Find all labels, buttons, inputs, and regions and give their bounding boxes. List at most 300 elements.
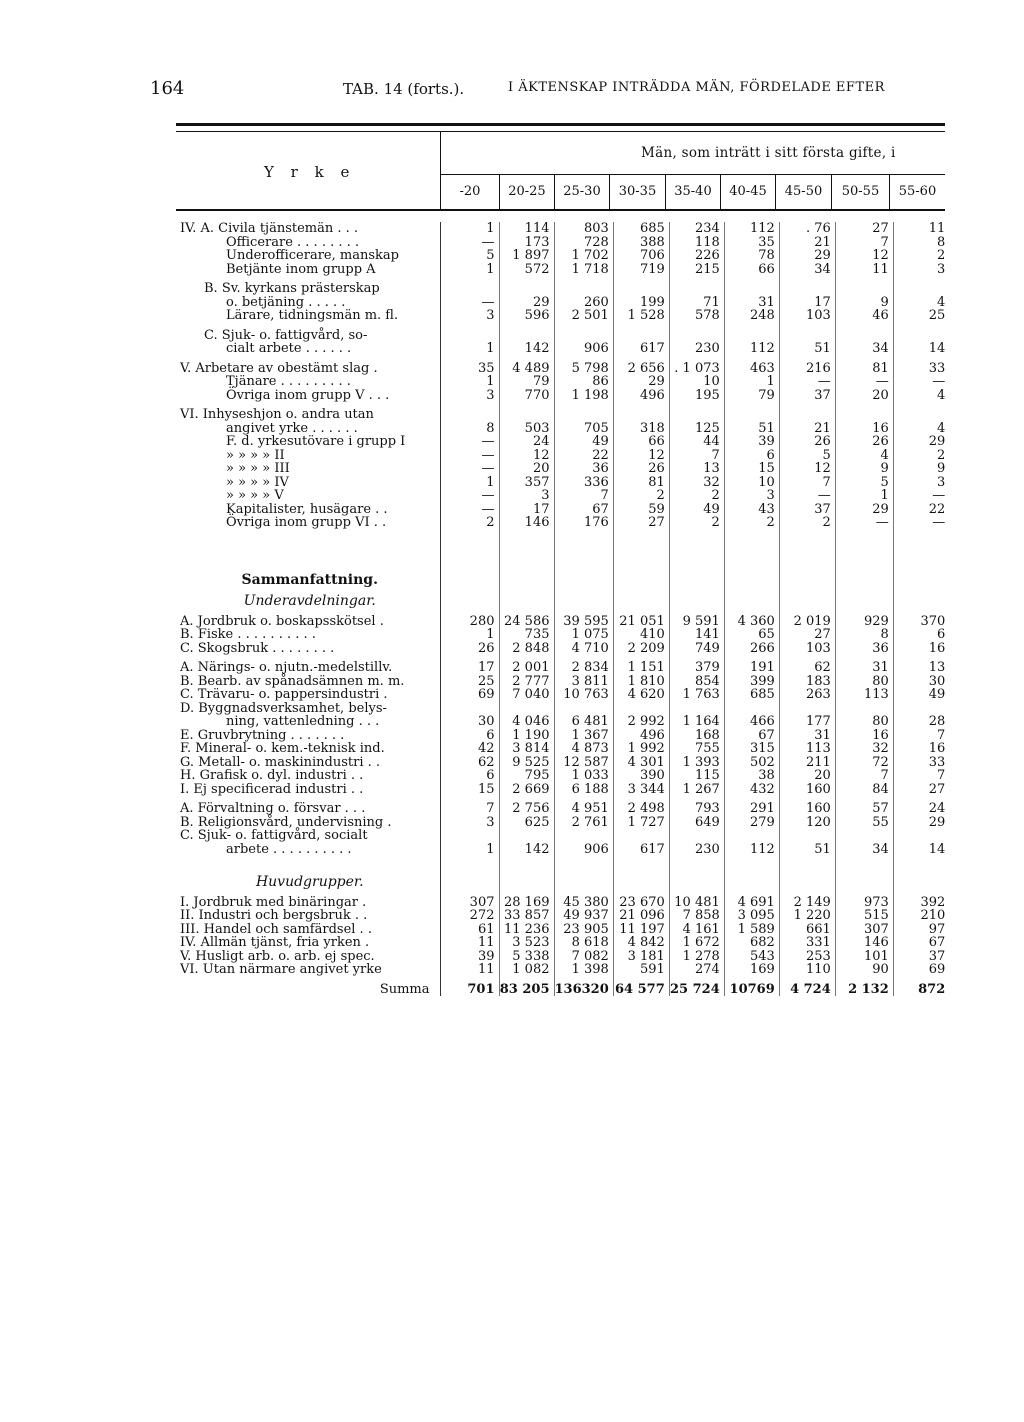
value-cell: — (440, 296, 499, 310)
value-cell: 2 669 (499, 783, 554, 797)
value-cell: 146 (499, 516, 554, 530)
value-cell: 21 (779, 236, 835, 250)
value-cell: 3 (440, 816, 499, 830)
value-cell: 51 (724, 422, 779, 436)
value-cell: 617 (613, 843, 669, 857)
page-number: 164 (150, 78, 185, 99)
value-cell: 2 (440, 516, 499, 530)
value-cell: 24 (928, 801, 946, 816)
age-group-headers (440, 175, 945, 209)
value-cell: 2 (937, 447, 946, 463)
row-label: B. Fiske . . . . . . . . . . (176, 628, 440, 642)
value-cell: 496 (613, 729, 669, 743)
value-cell (779, 329, 835, 343)
value-cell: 17 (499, 503, 554, 517)
value-cell (724, 408, 779, 422)
value-cell: 6 (440, 729, 499, 743)
empty-cell (613, 560, 669, 588)
value-cell: 390 (613, 769, 669, 783)
table-row (176, 843, 949, 857)
value-cell: 4 724 (779, 983, 835, 997)
value-cell: 4 046 (499, 715, 554, 729)
value-cell (893, 702, 949, 716)
value-cell: 44 (669, 435, 724, 449)
value-cell (440, 702, 499, 716)
value-cell: 64 577 (613, 983, 669, 997)
value-cell (835, 329, 893, 343)
row-label: ning, vattenledning . . . (176, 715, 440, 729)
value-cell: 701 (440, 983, 499, 997)
value-cell: 210 (920, 908, 946, 923)
value-cell: 1 (724, 375, 779, 389)
value-cell: 307 (440, 896, 499, 910)
value-cell: 318 (613, 422, 669, 436)
row-label: B. Religionsvård, undervisning . (176, 816, 440, 830)
value-cell: 705 (554, 422, 613, 436)
value-cell: 315 (724, 742, 779, 756)
value-cell: 3 (440, 389, 499, 403)
empty-cell (893, 587, 949, 609)
value-cell: 4 710 (554, 642, 613, 656)
value-cell: 26 (779, 435, 835, 449)
value-cell: 80 (835, 675, 893, 689)
value-cell: 2 (937, 248, 946, 263)
row-label: VI. Utan närmare angivet yrke (176, 963, 440, 977)
value-cell: 8 618 (554, 936, 613, 950)
value-cell: 25 (440, 675, 499, 689)
value-cell (893, 282, 949, 296)
value-cell (669, 408, 724, 422)
top-rule-thick (176, 123, 945, 126)
value-cell (835, 282, 893, 296)
value-cell (779, 702, 835, 716)
value-cell: 432 (724, 783, 779, 797)
value-cell: 115 (669, 769, 724, 783)
value-cell: 35 (440, 362, 499, 376)
value-cell: 706 (613, 249, 669, 263)
value-cell (893, 829, 949, 843)
value-cell (893, 408, 949, 422)
value-cell: 65 (724, 628, 779, 642)
value-cell (499, 408, 554, 422)
table-row (176, 688, 949, 702)
value-cell: 4 842 (613, 936, 669, 950)
value-cell: 21 096 (613, 909, 669, 923)
value-cell: 5 338 (499, 950, 554, 964)
value-cell: 66 (613, 435, 669, 449)
value-cell: 11 (928, 221, 946, 236)
value-cell: 62 (440, 756, 499, 770)
value-cell: 728 (554, 236, 613, 250)
row-label: B. Sv. kyrkans prästerskap (176, 282, 440, 296)
table-row (176, 742, 949, 756)
value-cell: 502 (724, 756, 779, 770)
table-row (176, 675, 949, 689)
value-cell: 29 (928, 434, 946, 449)
value-cell: 4 360 (724, 615, 779, 629)
value-cell: 4 (835, 449, 893, 463)
value-cell (724, 282, 779, 296)
value-cell: — (440, 503, 499, 517)
value-cell: 177 (779, 715, 835, 729)
value-cell: 12 587 (554, 756, 613, 770)
value-cell: 755 (669, 742, 724, 756)
value-cell: 291 (724, 802, 779, 816)
value-cell: 28 (928, 714, 946, 729)
value-cell: 4 301 (613, 756, 669, 770)
value-cell: 36 (554, 462, 613, 476)
value-cell: 26 (613, 462, 669, 476)
value-cell: 496 (613, 389, 669, 403)
row-label: I. Ej specificerad industri . . (176, 783, 440, 797)
value-cell: 3 811 (554, 675, 613, 689)
value-cell: 1 (440, 628, 499, 642)
value-cell: 1 367 (554, 729, 613, 743)
value-cell: 6 (440, 769, 499, 783)
table-row (176, 249, 949, 263)
occupation-column-header: Y r k e (264, 163, 356, 181)
value-cell: 2 (613, 489, 669, 503)
value-cell (499, 702, 554, 716)
value-cell: 392 (920, 894, 946, 910)
table-row (176, 408, 949, 422)
value-cell: 69 (440, 688, 499, 702)
value-cell: 5 (779, 449, 835, 463)
value-cell (613, 329, 669, 343)
value-cell (724, 329, 779, 343)
row-label: F. Mineral- o. kem.-teknisk ind. (176, 742, 440, 756)
age-span-header (440, 131, 945, 175)
row-label: C. Skogsbruk . . . . . . . . (176, 642, 440, 656)
value-cell: 4 951 (554, 802, 613, 816)
value-cell (440, 408, 499, 422)
value-cell: 1 033 (554, 769, 613, 783)
empty-cell (440, 587, 499, 609)
value-cell: 195 (669, 389, 724, 403)
value-cell: 1 (440, 222, 499, 236)
table-row (176, 435, 949, 449)
table-row (176, 816, 949, 830)
value-cell: 1 672 (669, 936, 724, 950)
value-cell: 16 (928, 640, 946, 656)
value-cell: 31 (779, 729, 835, 743)
value-cell: 20 (779, 769, 835, 783)
value-cell: 21 (779, 422, 835, 436)
table-row (176, 783, 949, 797)
value-cell: 682 (724, 936, 779, 950)
value-cell: 51 (779, 843, 835, 857)
value-cell: 79 (724, 389, 779, 403)
value-cell: 24 (499, 435, 554, 449)
value-cell: 7 (779, 476, 835, 490)
value-cell: 57 (835, 802, 893, 816)
table-row (176, 896, 949, 910)
value-cell: 33 (928, 754, 946, 770)
value-cell: 39 (724, 435, 779, 449)
value-cell: 2 019 (779, 615, 835, 629)
value-cell: 8 (937, 234, 946, 250)
value-cell: 5 798 (554, 362, 613, 376)
value-cell: 3 (937, 474, 946, 490)
value-cell: 10 (669, 375, 724, 389)
value-cell: 112 (724, 222, 779, 236)
value-cell: 466 (724, 715, 779, 729)
age-group-header: 35-40 (665, 175, 720, 209)
value-cell: 625 (499, 816, 554, 830)
table-row (176, 642, 949, 656)
value-cell: 1 082 (499, 963, 554, 977)
value-cell: 906 (554, 342, 613, 356)
table-row (176, 329, 949, 343)
value-cell: 36 (835, 642, 893, 656)
row-label: Underofficerare, manskap (176, 249, 440, 263)
value-cell: 2 (779, 516, 835, 530)
value-cell: 10769 (724, 983, 779, 997)
value-cell: 2 656 (613, 362, 669, 376)
value-cell: 2 (724, 516, 779, 530)
table-row (176, 963, 949, 977)
value-cell: — (932, 374, 946, 389)
value-cell: 503 (499, 422, 554, 436)
value-cell: 6 481 (554, 715, 613, 729)
value-cell: 69 (928, 962, 946, 977)
value-cell: 71 (669, 296, 724, 310)
value-cell: — (835, 516, 893, 530)
row-label: V. Arbetare av obestämt slag . (176, 362, 440, 376)
value-cell: 120 (779, 816, 835, 830)
value-cell: 16 (835, 729, 893, 743)
table-row (176, 362, 949, 376)
value-cell: — (440, 462, 499, 476)
row-label: cialt arbete . . . . . . (176, 342, 440, 356)
value-cell: 173 (499, 236, 554, 250)
value-cell: 1 810 (613, 675, 669, 689)
value-cell: 8 (835, 628, 893, 642)
empty-cell (499, 587, 554, 609)
value-cell: 37 (928, 948, 946, 964)
value-cell: 7 040 (499, 688, 554, 702)
row-label: IV. A. Civila tjänstemän . . . (176, 222, 440, 236)
row-label: VI. Inhyseshjon o. andra utan (176, 408, 440, 422)
row-label: Övriga inom grupp VI . . (176, 516, 440, 530)
value-cell: 23 905 (554, 923, 613, 937)
table-row (176, 829, 949, 843)
row-label: » » » » III (176, 462, 440, 476)
value-cell: 176 (554, 516, 613, 530)
value-cell: 770 (499, 389, 554, 403)
value-cell (613, 282, 669, 296)
value-cell: 27 (613, 516, 669, 530)
value-cell: 5 (440, 249, 499, 263)
empty-cell (724, 868, 779, 890)
table-row (176, 628, 949, 642)
empty-cell (779, 560, 835, 588)
value-cell: 6 (724, 449, 779, 463)
value-cell: 27 (835, 222, 893, 236)
value-cell: 62 (779, 661, 835, 675)
value-cell: 7 (440, 802, 499, 816)
table-row (176, 950, 949, 964)
value-cell (613, 829, 669, 843)
value-cell: 30 (928, 673, 946, 689)
row-label: IV. Allmän tjänst, fria yrken . (176, 936, 440, 950)
value-cell: 11 (835, 263, 893, 277)
value-cell: 388 (613, 236, 669, 250)
value-cell: 253 (779, 950, 835, 964)
row-label: Tjänare . . . . . . . . . (176, 375, 440, 389)
value-cell (440, 329, 499, 343)
value-cell: 34 (835, 342, 893, 356)
value-cell: 2 (669, 516, 724, 530)
value-cell: 78 (724, 249, 779, 263)
value-cell: 685 (613, 222, 669, 236)
value-cell (554, 408, 613, 422)
value-cell: 1 763 (669, 688, 724, 702)
value-cell: 15 (440, 783, 499, 797)
value-cell: 591 (613, 963, 669, 977)
empty-cell (669, 868, 724, 890)
value-cell: 84 (835, 783, 893, 797)
value-cell: 103 (779, 642, 835, 656)
row-label: C. Sjuk- o. fattigvård, socialt (176, 829, 440, 843)
value-cell (499, 329, 554, 343)
value-cell: 4 (937, 420, 946, 436)
value-cell: 3 344 (613, 783, 669, 797)
age-group-header: 40-45 (720, 175, 775, 209)
value-cell (554, 329, 613, 343)
age-group-header: 50-55 (831, 175, 889, 209)
empty-cell (779, 868, 835, 890)
empty-cell (893, 868, 949, 890)
subsection-title (176, 587, 949, 609)
value-cell: 1 (440, 263, 499, 277)
age-group-header: 45-50 (775, 175, 831, 209)
table-row (176, 296, 949, 310)
value-cell: 7 (835, 769, 893, 783)
value-cell: 13 (669, 462, 724, 476)
value-cell (554, 282, 613, 296)
value-cell: 7 (669, 449, 724, 463)
value-cell: 3 (499, 489, 554, 503)
value-cell: 1 151 (613, 661, 669, 675)
value-cell: 1 992 (613, 742, 669, 756)
subsection-title-label: Underavdelningar. (176, 587, 440, 609)
value-cell (779, 829, 835, 843)
value-cell: 1 (440, 476, 499, 490)
value-cell: 2 209 (613, 642, 669, 656)
value-cell: 215 (669, 263, 724, 277)
age-group-header: 30-35 (609, 175, 665, 209)
value-cell: 3 523 (499, 936, 554, 950)
value-cell: — (932, 515, 946, 530)
value-cell: 79 (499, 375, 554, 389)
value-cell: 17 (779, 296, 835, 310)
value-cell: 169 (724, 963, 779, 977)
value-cell: 9 525 (499, 756, 554, 770)
value-cell: 10 481 (669, 896, 724, 910)
value-cell: 735 (499, 628, 554, 642)
value-cell: 38 (724, 769, 779, 783)
value-cell: 357 (499, 476, 554, 490)
value-cell: 30 (440, 715, 499, 729)
value-cell: 1 278 (669, 950, 724, 964)
value-cell: 263 (779, 688, 835, 702)
table-row (176, 661, 949, 675)
table-row (176, 222, 949, 236)
value-cell: 572 (499, 263, 554, 277)
value-cell (835, 408, 893, 422)
table-row (176, 756, 949, 770)
age-group-header: 25-30 (554, 175, 609, 209)
value-cell: 661 (779, 923, 835, 937)
value-cell: 29 (499, 296, 554, 310)
value-cell: 34 (835, 843, 893, 857)
value-cell: 142 (499, 342, 554, 356)
value-cell: 4 161 (669, 923, 724, 937)
row-label: III. Handel och samfärdsel . . (176, 923, 440, 937)
value-cell: 199 (613, 296, 669, 310)
value-cell: 17 (440, 661, 499, 675)
value-cell: 463 (724, 362, 779, 376)
value-cell: 49 (669, 503, 724, 517)
value-cell: 2 149 (779, 896, 835, 910)
value-cell: 3 (440, 309, 499, 323)
row-label: Officerare . . . . . . . . (176, 236, 440, 250)
table-row (176, 236, 949, 250)
value-cell: 578 (669, 309, 724, 323)
value-cell: 27 (779, 628, 835, 642)
empty-cell (554, 587, 613, 609)
value-cell: 336 (554, 476, 613, 490)
value-cell: 97 (928, 921, 946, 937)
value-cell: 35 (724, 236, 779, 250)
value-cell: 2 848 (499, 642, 554, 656)
value-cell (669, 329, 724, 343)
value-cell: 49 937 (554, 909, 613, 923)
table-row (176, 375, 949, 389)
value-cell: 7 (835, 236, 893, 250)
value-cell (499, 282, 554, 296)
value-cell (893, 329, 949, 343)
value-cell: 1 897 (499, 249, 554, 263)
value-cell: 649 (669, 816, 724, 830)
value-cell: 5 (835, 476, 893, 490)
value-cell: — (440, 435, 499, 449)
value-cell: 61 (440, 923, 499, 937)
row-label: B. Bearb. av spånadsämnen m. m. (176, 675, 440, 689)
value-cell: 31 (835, 661, 893, 675)
value-cell: 1 198 (554, 389, 613, 403)
value-cell: 29 (613, 375, 669, 389)
value-cell: 27 (928, 781, 946, 797)
value-cell (835, 829, 893, 843)
value-cell: — (779, 375, 835, 389)
value-cell: 854 (669, 675, 724, 689)
value-cell: 8 (440, 422, 499, 436)
summary-title-label: Sammanfattning. (176, 560, 440, 588)
row-label: A. Förvaltning o. försvar . . . (176, 802, 440, 816)
value-cell: — (835, 375, 893, 389)
table-row (176, 715, 949, 729)
value-cell: 160 (779, 783, 835, 797)
value-cell (669, 282, 724, 296)
value-cell: 1 075 (554, 628, 613, 642)
value-cell: 12 (779, 462, 835, 476)
value-cell: 248 (724, 309, 779, 323)
table-row (176, 909, 949, 923)
value-cell: 11 (440, 936, 499, 950)
value-cell: 2 761 (554, 816, 613, 830)
